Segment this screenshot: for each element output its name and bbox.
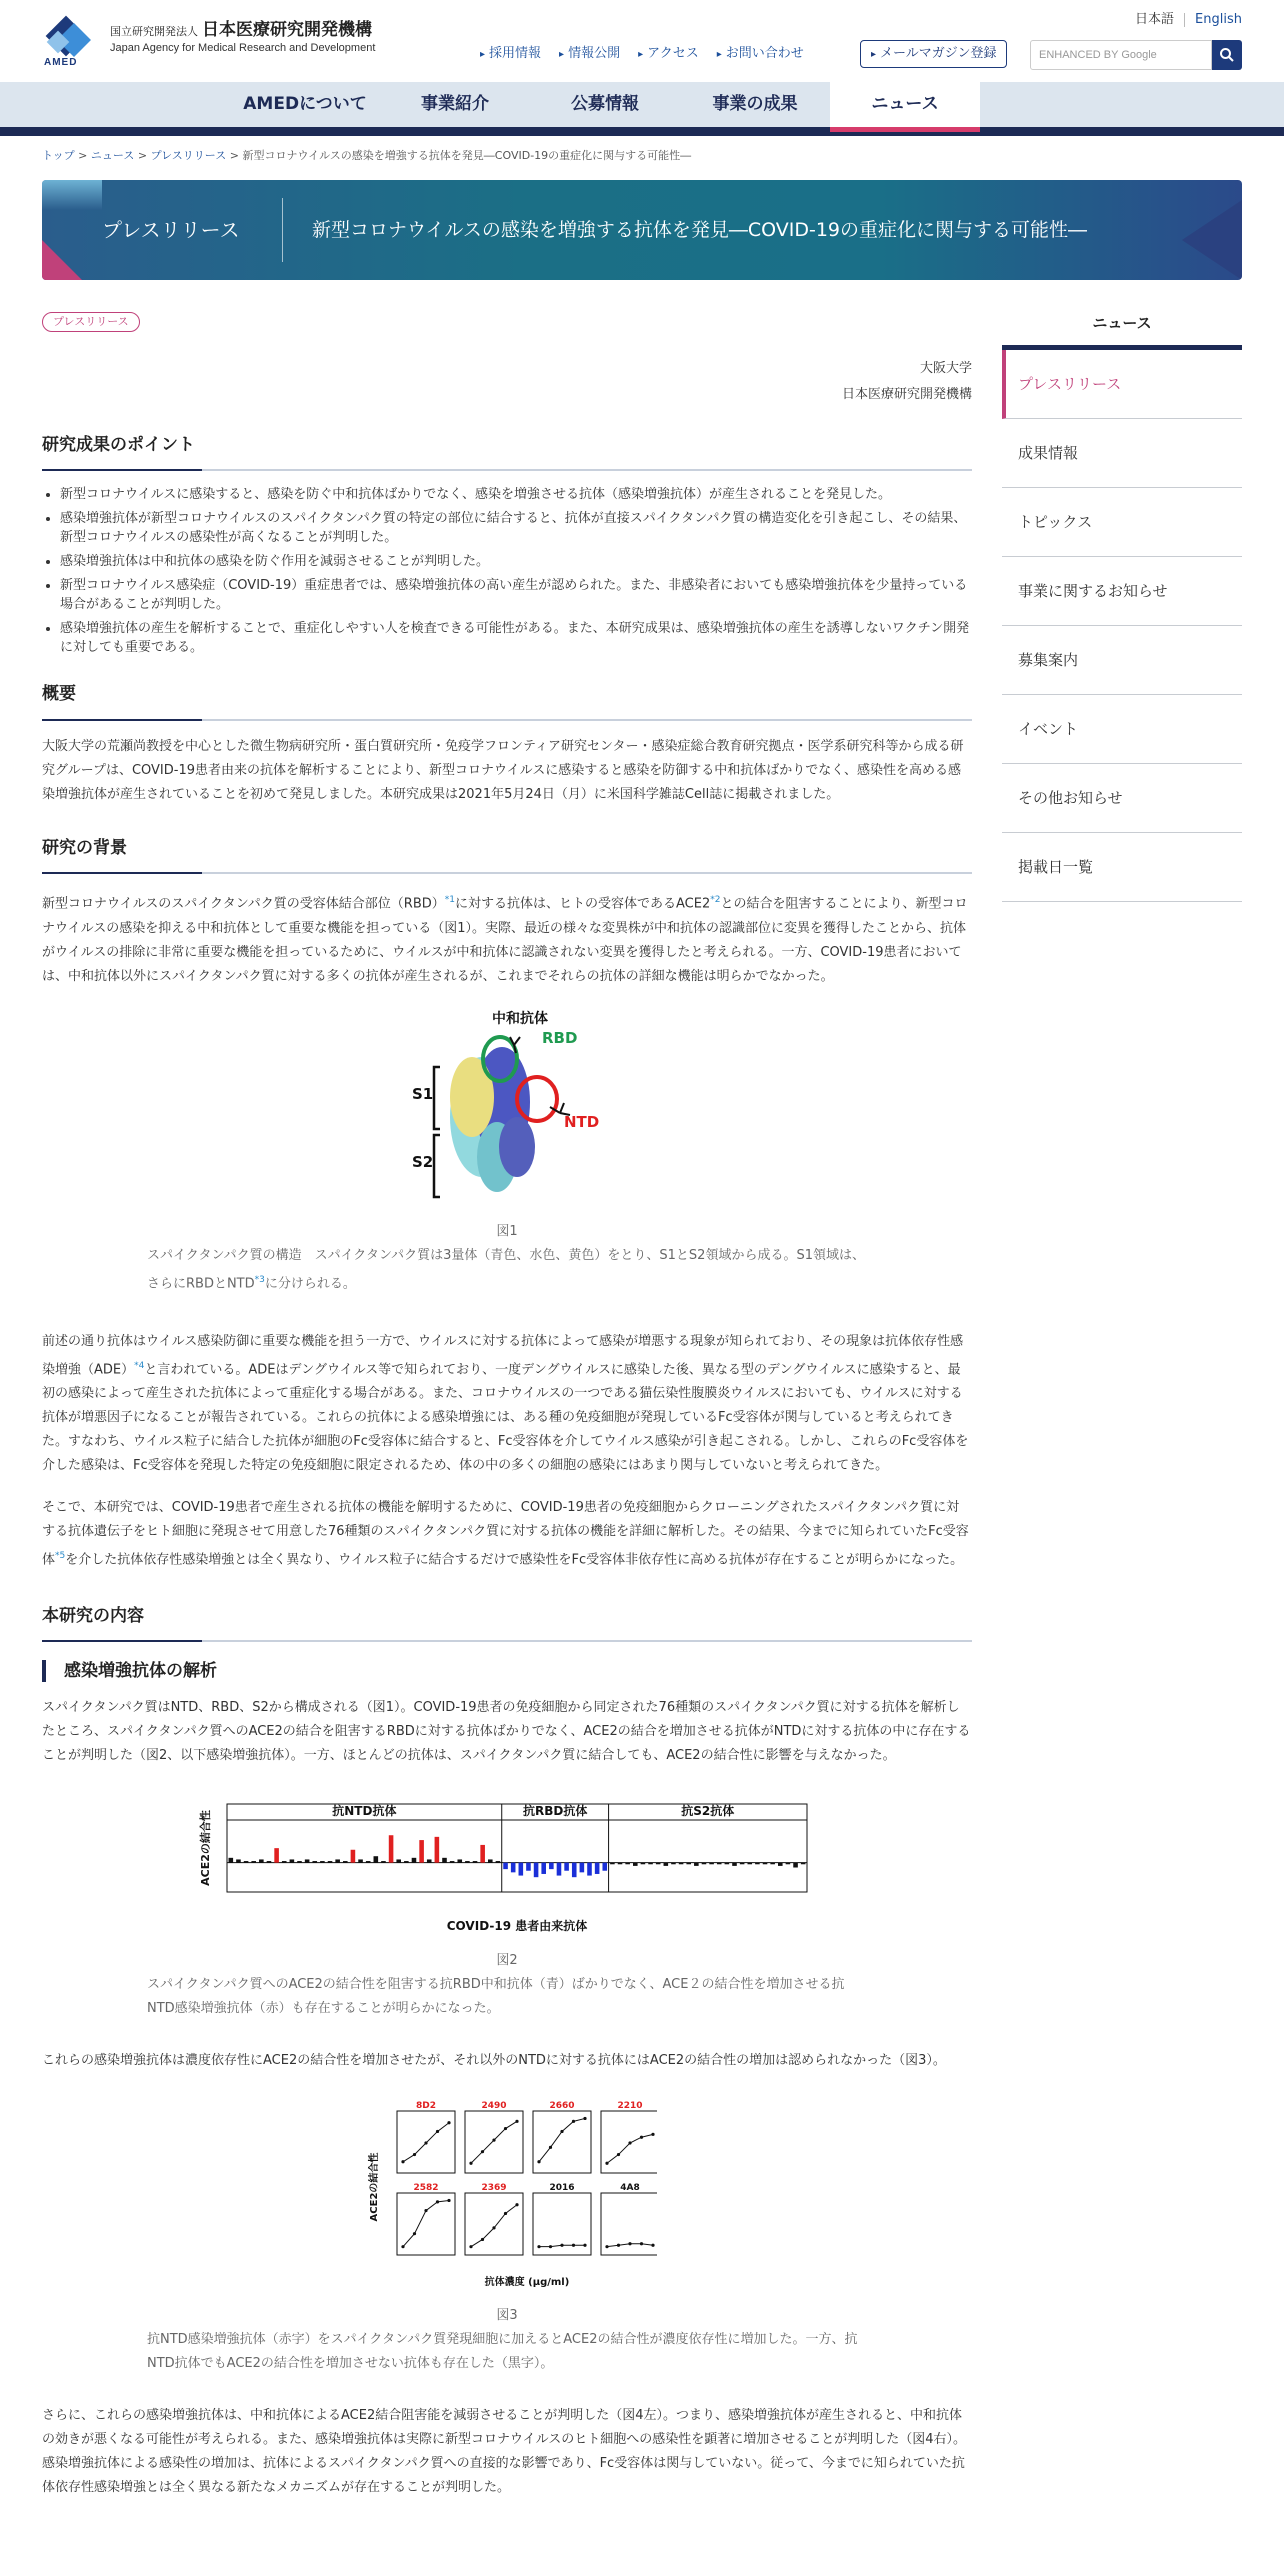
background-paragraph-2: 前述の通り抗体はウイルス感染防御に重要な機能を担う一方で、ウイルスに対する抗体によって感染が増悪する現象が知られており、その現象は抗体依存性感染増強（ADE）$^{*4}$と言われている。ADEはデングウイルス等で知られており、一度デングウイルスに感染した後、異なる型のデングウイルスに感染すると、最初の感染によって産生された抗体によって重症化する場合がある。また、コロナウイルスの一つである猫伝染性腹膜炎ウイルスにおいても、ウイルスに対する抗体が増悪因子になることが報告されている。これらの抗体による感染増強には、ある種の免疫細胞が発現しているFc受容体が関与していると考えられてきた。すなわち、ウイルス粒子に結合した抗体が細胞のFc受容体に結合すると、Fc受容体を介してウイルス感染が引き起こされる。しかし、これらのFc受容体を介した感染は、Fc受容体を発現した特定の免疫細胞に限定されるため、体の中の多くの細胞の感染にはあまり関与していないと考えられてきた。 <box>42 1334 969 1474</box>
fig1-label-neutral: 中和抗体 <box>492 1010 548 1027</box>
gnav-calls[interactable]: 公募情報 <box>571 94 639 114</box>
sidebar-item-other[interactable]: その他お知らせ <box>1002 764 1242 833</box>
figure-3-label: 図3 <box>496 2308 518 2324</box>
panel-point <box>413 2153 416 2156</box>
panel-point <box>617 2153 620 2156</box>
panel-point <box>651 2244 654 2247</box>
search-input[interactable]: ENHANCED BY Google <box>1030 40 1212 70</box>
chart-bar <box>473 1861 478 1863</box>
panel-point <box>515 2203 518 2206</box>
gnav-about[interactable]: AMEDについて <box>243 94 367 114</box>
panel-point <box>537 2245 540 2248</box>
chart-bar <box>267 1861 272 1863</box>
gnav-projects[interactable]: 事業紹介 <box>421 94 489 114</box>
panel-point <box>560 2130 563 2133</box>
chart-bar <box>664 1863 669 1866</box>
fig1-label-rbd: RBD <box>542 1028 578 1047</box>
site-header <box>0 0 1284 82</box>
banner-decoration <box>42 240 82 280</box>
panel-point <box>617 2244 620 2247</box>
chart-bar <box>496 1861 501 1863</box>
panel-point <box>572 2244 575 2247</box>
org-english: Japan Agency for Medical Research and Development <box>110 42 376 55</box>
chart-bar <box>572 1863 577 1878</box>
section-heading-background: 研究の背景 <box>42 833 972 874</box>
gnav-results[interactable]: 事業の成果 <box>712 94 798 114</box>
chart-bar <box>320 1861 325 1863</box>
panel-point <box>469 2162 472 2165</box>
figure-1-caption: スパイクタンパク質の構造 スパイクタンパク質は3量体（青色、水色、黄色）をとり、S1とS2領域から成る。S1領域は、さらにRBDとNTD$^{*3}$に分けられる。 <box>147 1247 865 1292</box>
banner-decoration <box>1182 200 1242 280</box>
banner-decoration <box>42 180 102 210</box>
chart-bar <box>618 1863 623 1865</box>
points-list <box>42 485 972 657</box>
panel-point <box>651 2133 654 2136</box>
chart-bar <box>374 1856 379 1862</box>
group-label: 抗NTD抗体 <box>332 1804 397 1819</box>
chart-bar <box>747 1863 752 1865</box>
chart-bar <box>587 1863 592 1876</box>
figure-2 <box>42 1786 972 1945</box>
chart-bar <box>328 1861 333 1863</box>
panel-point <box>549 2146 552 2149</box>
sidebar-item-project-notices[interactable]: 事業に関するお知らせ <box>1002 557 1242 626</box>
breadcrumb-top[interactable]: トップ <box>42 149 75 162</box>
util-link-disclosure[interactable]: ▸ 情報公開 <box>559 42 620 66</box>
chart-bar <box>229 1858 234 1863</box>
chart-bar <box>725 1863 730 1865</box>
content-paragraph-2: これらの感染増強抗体は濃度依存性にACE2の結合性を増加させたが、それ以外のNTDに対する抗体にはACE2の結合性の増加は認められなかった（図3）。 <box>42 2053 946 2069</box>
panel-point <box>583 2244 586 2247</box>
chart-bar <box>526 1863 531 1871</box>
list-item: • 感染増強抗体の産生を解析することで、重症化しやすい人を検査できる可能性がある。また、本研究成果は、感染増強抗体の産生を誘導しないワクチン開発に対しても重要である。 <box>60 619 972 657</box>
section-heading-points: 研究成果のポイント <box>42 430 972 471</box>
chart-bar <box>549 1863 554 1869</box>
banner-divider <box>282 198 283 262</box>
chart-bar <box>763 1863 768 1865</box>
panel-point <box>424 2209 427 2212</box>
background-paragraph-3: そこで、本研究では、COVID-19患者で産生される抗体の機能を解明するために、COVID-19患者の免疫細胞からクローニングされたスパイクタンパク質に対する抗体遺伝子をヒト細胞に発現させて用意した76種類のスパイクタンパク質に対する抗体の機能を詳細に解析した。その結果、今までに知られていたFc受容体$^{*5}$を介した抗体依存性感染増強とは全く異なり、ウイルス粒子に結合するだけで感染性をFc受容体非依存性に高める抗体が存在することが明らかになった。 <box>42 1500 969 1568</box>
chart-bar <box>679 1863 684 1865</box>
page-title: 新型コロナウイルスの感染を増強する抗体を発見―COVID-19の重症化に関与する可能性― <box>312 219 1088 241</box>
chart-bar <box>648 1863 653 1865</box>
chart-bar <box>419 1840 424 1863</box>
panel-point <box>492 2139 495 2142</box>
chart-bar <box>351 1850 356 1863</box>
chart-bar <box>717 1863 722 1865</box>
chart-bar <box>282 1861 287 1863</box>
banner-category: プレスリリース <box>102 218 240 242</box>
chart-bar <box>465 1861 470 1863</box>
background-paragraph-1: 新型コロナウイルスのスパイクタンパク質の受容体結合部位（RBD）$^{*1}$に対する抗体は、ヒトの受容体であるACE2$^{*2}$との結合を阻害することにより、新型コロナウイルスの感染を抑える中和抗体として重要な機能を担っている（図1）。実際、最近の様々な変異株が中和抗体の認識部位に変異を獲得したことから、抗体がウイルスの排除に非常に重要な機能を担っているために、ウイルスが中和抗体に認識されない変異を獲得したと考えられる。一方、COVID-19患者においては、中和抗体以外にスパイクタンパク質に対する多くの抗体が産生されるが、これまでそれらの抗体の詳細な機能は明らかでなかった。 <box>42 895 968 984</box>
panel-point <box>504 2212 507 2215</box>
authors <box>42 356 972 408</box>
chart-bar <box>801 1863 806 1865</box>
ace2-binding-bar-chart <box>197 1786 817 1936</box>
overview-text: 大阪大学の荒瀬尚教授を中心とした微生物病研究所・蛋白質研究所・免疫学フロンティア研究センター・感染症総合教育研究拠点・医学系研究科等から成る研究グループは、COVID-19患者由来の抗体を解析することにより、新型コロナウイルスに感染すると感染を防御する中和抗体ばかりでなく、感染性を高める感染増強抗体が産生されていることを初めて発見しました。本研究成果は2021年5月24日（月）に米国科学雑誌Cell誌に掲載されました。 <box>42 738 964 802</box>
lang-ja[interactable]: 日本語 <box>1135 12 1175 27</box>
chart-xlabel: COVID-19 患者由来抗体 <box>446 1919 588 1934</box>
amed-logo[interactable] <box>40 12 375 70</box>
panel-point <box>447 2121 450 2124</box>
chart-bar <box>343 1861 348 1863</box>
breadcrumb-current: 新型コロナウイルスの感染を増強する抗体を発見―COVID-19の重症化に関与する可能性― <box>242 149 692 162</box>
fig1-label-s1: S1 <box>412 1084 434 1103</box>
figure-1-label: 図1 <box>496 1223 518 1239</box>
panel-point <box>413 2232 416 2235</box>
breadcrumb-sep: > <box>78 149 88 162</box>
chart-bar <box>396 1860 401 1863</box>
chart-bar <box>686 1863 691 1865</box>
panel-title: 2582 <box>413 2183 439 2194</box>
list-item: • 感染増強抗体が新型コロナウイルスのスパイクタンパク質の特定の部位に結合すると、抗体が直接スパイクタンパク質の構造変化を引き起こし、その結果、新型コロナウイルスの感染性が高くなることが判明した。 <box>60 509 972 547</box>
site-search <box>1030 40 1242 70</box>
chart-bar <box>534 1863 539 1878</box>
chart-bar <box>366 1861 371 1863</box>
chart-bar <box>709 1863 714 1865</box>
chart-bar <box>312 1861 317 1863</box>
chart-bar <box>732 1863 737 1866</box>
panel-point <box>436 2130 439 2133</box>
chart-ylabel: ACE2の結合性 <box>199 1810 212 1887</box>
panel-point <box>481 2150 484 2153</box>
gnav-news[interactable]: ニュース <box>830 82 980 132</box>
fig1-label-s2: S2 <box>412 1152 434 1171</box>
panel-title: 8D2 <box>416 2101 436 2112</box>
logo-amed-text: AMED <box>44 57 78 68</box>
panel-point <box>640 2136 643 2139</box>
sidebar-item-topics[interactable]: トピックス <box>1002 488 1242 557</box>
fig3-xlabel: 抗体濃度 (μg/ml) <box>484 2277 570 2289</box>
chart-bar <box>480 1845 485 1863</box>
sidebar-item-press[interactable]: プレスリリース <box>1002 350 1242 419</box>
chart-bar <box>786 1863 791 1865</box>
chart-bar <box>625 1863 630 1865</box>
footnote-ref-5[interactable]: *5 <box>55 1551 66 1562</box>
global-nav <box>0 82 1284 136</box>
panel-frame <box>397 2193 455 2255</box>
chart-bar <box>274 1848 279 1863</box>
panel-point <box>469 2245 472 2248</box>
breadcrumb-news[interactable]: ニュース <box>90 149 135 162</box>
subsection-heading-analysis: 感染増強抗体の解析 <box>42 1660 972 1682</box>
panel-frame <box>601 2193 657 2255</box>
sidebar <box>1002 296 1242 902</box>
chart-bar <box>778 1863 783 1866</box>
breadcrumb-sep: > <box>137 149 148 162</box>
chart-bar <box>694 1863 699 1866</box>
chart-bar <box>641 1863 646 1865</box>
sidebar-heading: ニュース <box>1002 296 1242 350</box>
chart-bar <box>442 1858 447 1863</box>
chart-bar <box>602 1863 607 1871</box>
org-prefix: 国立研究開発法人 <box>110 25 198 38</box>
panel-title: 4A8 <box>620 2183 640 2194</box>
panel-point <box>628 2242 631 2245</box>
chart-bar <box>740 1863 745 1865</box>
footnote-ref-3[interactable]: *3 <box>254 1274 265 1285</box>
author-amed: 日本医療研究開発機構 <box>841 387 972 403</box>
chart-bar <box>335 1860 340 1863</box>
chart-bar <box>457 1860 462 1863</box>
figure-2-label: 図2 <box>496 1953 518 1969</box>
content-paragraph-3: さらに、これらの感染増強抗体は、中和抗体によるACE2結合阻害能を減弱させることが判明した（図4左）。つまり、感染増強抗体が産生されると、中和抗体の効きが悪くなる可能性が考えられる。また、感染増強抗体は実際に新型コロナウイルスのヒト細胞への感染性を顕著に増加させることが判明した（図4右）。感染増強抗体による感染性の増加は、抗体によるスパイクタンパク質への直接的な影響であり、Fc受容体は関与していない。従って、今までに知られていた抗体依存性感染増強とは全く異なる新たなメカニズムが存在することが判明した。 <box>42 2408 966 2496</box>
chart-bar <box>595 1863 600 1874</box>
chart-bar <box>412 1858 417 1863</box>
lang-divider <box>1184 13 1185 27</box>
chart-bar <box>633 1863 638 1866</box>
chart-bar <box>290 1860 295 1863</box>
panel-point <box>447 2199 450 2202</box>
group-label: 抗RBD抗体 <box>522 1804 588 1819</box>
panel-point <box>549 2245 552 2248</box>
breadcrumb <box>42 146 691 166</box>
panel-point <box>605 2245 608 2248</box>
sidebar-item-recruitment[interactable]: 募集案内 <box>1002 626 1242 695</box>
list-item: • 感染増強抗体は中和抗体の感染を防ぐ作用を減弱させることが判明した。 <box>60 552 972 571</box>
figure-3-caption: 抗NTD感染増強抗体（赤字）をスパイクタンパク質発現細胞に加えるとACE2の結合性が濃度依存性に増加した。一方、抗NTD抗体でもACE2の結合性を増加させない抗体も存在した（黒字）。 <box>147 2332 858 2372</box>
panel-point <box>572 2120 575 2123</box>
spike-structure-image <box>392 1007 622 1207</box>
chart-bar <box>671 1863 676 1865</box>
chart-bar <box>381 1861 386 1863</box>
panel-point <box>605 2162 608 2165</box>
sidebar-item-date-list[interactable]: 掲載日一覧 <box>1002 833 1242 902</box>
dose-response-panels <box>357 2091 657 2291</box>
chart-bar <box>755 1863 760 1865</box>
panel-point <box>492 2227 495 2230</box>
search-button[interactable] <box>1212 40 1242 70</box>
panel-point <box>640 2242 643 2245</box>
chart-bar <box>511 1863 516 1873</box>
list-item: • 新型コロナウイルス感染症（COVID-19）重症患者では、感染増強抗体の高い産生が認められた。また、非感染者においても感染増強抗体を少量持っている場合があることが判明した。 <box>60 576 972 614</box>
list-item: • 新型コロナウイルスに感染すると、感染を防ぐ中和抗体ばかりでなく、感染を増強させる抗体（感染増強抗体）が産生されることを発見した。 <box>60 485 972 504</box>
chart-bar <box>656 1863 661 1865</box>
language-switcher <box>1135 8 1242 32</box>
chart-bar <box>305 1860 310 1863</box>
panel-title: 2490 <box>481 2101 507 2112</box>
page-banner <box>42 180 1242 280</box>
figure-3 <box>42 2091 972 2300</box>
panel-point <box>481 2238 484 2241</box>
chart-bar <box>358 1860 363 1863</box>
sidebar-item-results[interactable]: 成果情報 <box>1002 419 1242 488</box>
util-link-access[interactable]: ▸ アクセス <box>638 42 699 66</box>
chart-bar <box>251 1861 256 1863</box>
panel-point <box>424 2142 427 2145</box>
panel-point <box>504 2127 507 2130</box>
lang-en-link[interactable]: English <box>1195 12 1242 27</box>
panel-point <box>401 2245 404 2248</box>
author-osaka: 大阪大学 <box>919 361 972 377</box>
utility-nav <box>480 42 804 66</box>
chart-bar <box>503 1863 508 1869</box>
chart-bar <box>427 1860 432 1863</box>
chart-bar <box>519 1863 524 1876</box>
chart-bar <box>488 1860 493 1863</box>
panel-point <box>401 2160 404 2163</box>
chart-bar <box>236 1860 241 1863</box>
panel-point <box>436 2201 439 2204</box>
panel-frame <box>465 2111 523 2173</box>
sidebar-item-events[interactable]: イベント <box>1002 695 1242 764</box>
panel-frame <box>465 2193 523 2255</box>
panel-point <box>515 2120 518 2123</box>
panel-frame <box>533 2111 591 2173</box>
chart-bar <box>259 1860 264 1863</box>
content-paragraph-1: スパイクタンパク質はNTD、RBD、S2から構成される（図1）。COVID-19患者の免疫細胞から同定された76種類のスパイクタンパク質に対する抗体を解析したところ、スパイクタンパク質へのACE2の結合を阻害するRBDに対する抗体ばかりでなく、ACE2の結合を増加させる抗体がNTDに対する抗体の中に存在することが判明した（図2、以下感染増強抗体）。一方、ほとんどの抗体は、スパイクタンパク質に結合しても、ACE2の結合性に影響を与えなかった。 <box>42 1700 971 1764</box>
chart-bar <box>450 1861 455 1863</box>
chart-bar <box>297 1861 302 1863</box>
util-link-recruit[interactable]: ▸ 採用情報 <box>480 42 541 66</box>
chart-bar <box>702 1863 707 1865</box>
group-label: 抗S2抗体 <box>681 1804 735 1819</box>
panel-title: 2369 <box>481 2183 507 2194</box>
panel-point <box>537 2160 540 2163</box>
mail-magazine-button[interactable]: ▸ メールマガジン登録 <box>860 40 1007 68</box>
search-icon <box>1219 47 1235 63</box>
breadcrumb-sep: > <box>229 149 239 162</box>
footnote-ref-1[interactable]: *1 <box>444 895 455 906</box>
chart-bar <box>610 1863 615 1865</box>
chart-bar <box>557 1863 562 1876</box>
figure-2-caption: スパイクタンパク質へのACE2の結合性を阻害する抗RBD中和抗体（青）ばかりでなく、ACE２の結合性を増加させる抗NTD感染増強抗体（赤）も存在することが明らかになった。 <box>147 1977 845 2017</box>
chart-bar <box>244 1861 249 1863</box>
panel-title: 2016 <box>549 2183 575 2194</box>
footnote-ref-2[interactable]: *2 <box>710 895 721 906</box>
chart-bar <box>580 1863 585 1873</box>
panel-point <box>628 2142 631 2145</box>
panel-title: 2210 <box>617 2101 643 2112</box>
chart-bar <box>770 1863 775 1865</box>
breadcrumb-press[interactable]: プレスリリース <box>150 149 227 162</box>
chart-bar <box>404 1861 409 1863</box>
chart-bar <box>793 1863 798 1868</box>
chart-bar <box>564 1863 569 1871</box>
chart-bar <box>541 1863 546 1874</box>
figure-1 <box>42 1007 972 1216</box>
fig3-ylabel: ACE2の結合性 <box>369 2152 380 2222</box>
panel-point <box>583 2117 586 2120</box>
category-tag[interactable]: プレスリリース <box>42 312 140 332</box>
panel-title: 2660 <box>549 2101 575 2112</box>
chart-bar <box>389 1835 394 1862</box>
chart-bar <box>435 1837 440 1863</box>
amed-logo-mark <box>40 12 98 70</box>
util-link-contact[interactable]: ▸ お問い合わせ <box>717 42 804 66</box>
section-heading-overview: 概要 <box>42 679 972 720</box>
org-name: 日本医療研究開発機構 <box>202 20 372 40</box>
section-heading-content: 本研究の内容 <box>42 1601 972 1642</box>
article <box>42 310 972 2500</box>
fig1-label-ntd: NTD <box>564 1112 600 1131</box>
panel-point <box>560 2244 563 2247</box>
footnote-ref-4[interactable]: *4 <box>134 1361 145 1372</box>
logo-text <box>110 20 375 57</box>
